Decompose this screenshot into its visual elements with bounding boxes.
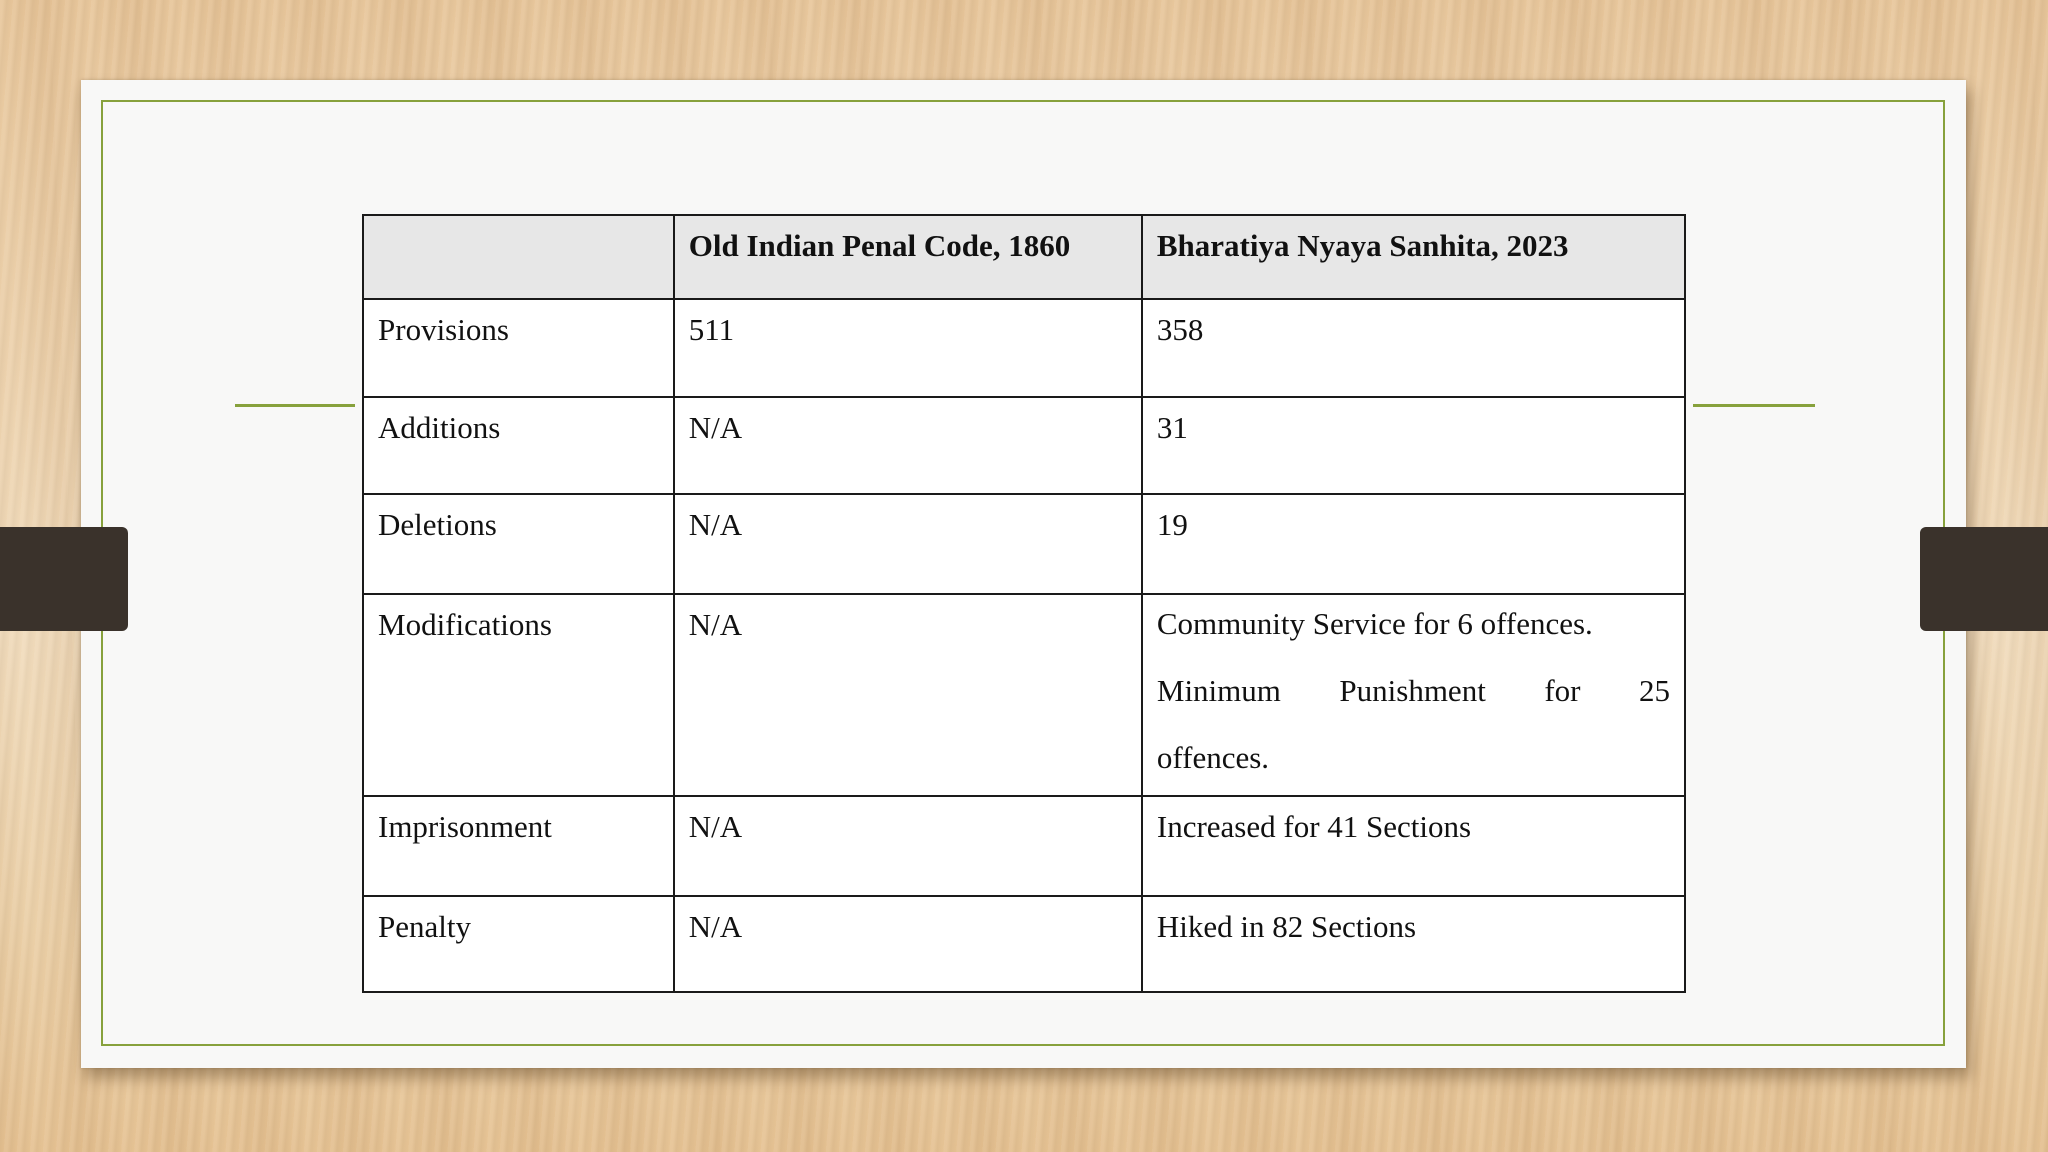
header-corner-cell (363, 215, 674, 299)
table-row (363, 594, 1685, 796)
left-accent-line (235, 404, 355, 407)
bns-line: offences. (1156, 740, 1270, 775)
right-accent-line (1693, 404, 1815, 407)
table-header-row (363, 215, 1685, 299)
bns-value: 358 (1142, 299, 1685, 397)
ipc-value: N/A (674, 796, 1142, 896)
row-label: Penalty (363, 896, 674, 992)
ipc-value: N/A (674, 397, 1142, 494)
table-row (363, 896, 1685, 992)
table-row (363, 796, 1685, 896)
ipc-value: N/A (674, 896, 1142, 992)
row-label: Modifications (363, 594, 674, 796)
header-bns: Bharatiya Nyaya Sanhita, 2023 (1142, 215, 1685, 299)
bns-value: Increased for 41 Sections (1142, 796, 1685, 896)
row-label: Imprisonment (363, 796, 674, 896)
row-label: Deletions (363, 494, 674, 594)
row-label: Additions (363, 397, 674, 494)
row-label: Provisions (363, 299, 674, 397)
bns-value-multiline (1142, 594, 1685, 796)
bns-value: 31 (1142, 397, 1685, 494)
table-row (363, 494, 1685, 594)
bns-line: Minimum Punishment for 25 (1156, 673, 1670, 708)
bns-value: Hiked in 82 Sections (1142, 896, 1685, 992)
right-binder-tab (1920, 527, 2048, 631)
bns-line: Community Service for 6 offences. (1156, 606, 1593, 641)
ipc-value: N/A (674, 594, 1142, 796)
left-binder-tab (0, 527, 128, 631)
table-row (363, 397, 1685, 494)
ipc-value: 511 (674, 299, 1142, 397)
bns-value: 19 (1142, 494, 1685, 594)
comparison-table (362, 214, 1686, 993)
ipc-value: N/A (674, 494, 1142, 594)
header-ipc: Old Indian Penal Code, 1860 (674, 215, 1142, 299)
table-row (363, 299, 1685, 397)
